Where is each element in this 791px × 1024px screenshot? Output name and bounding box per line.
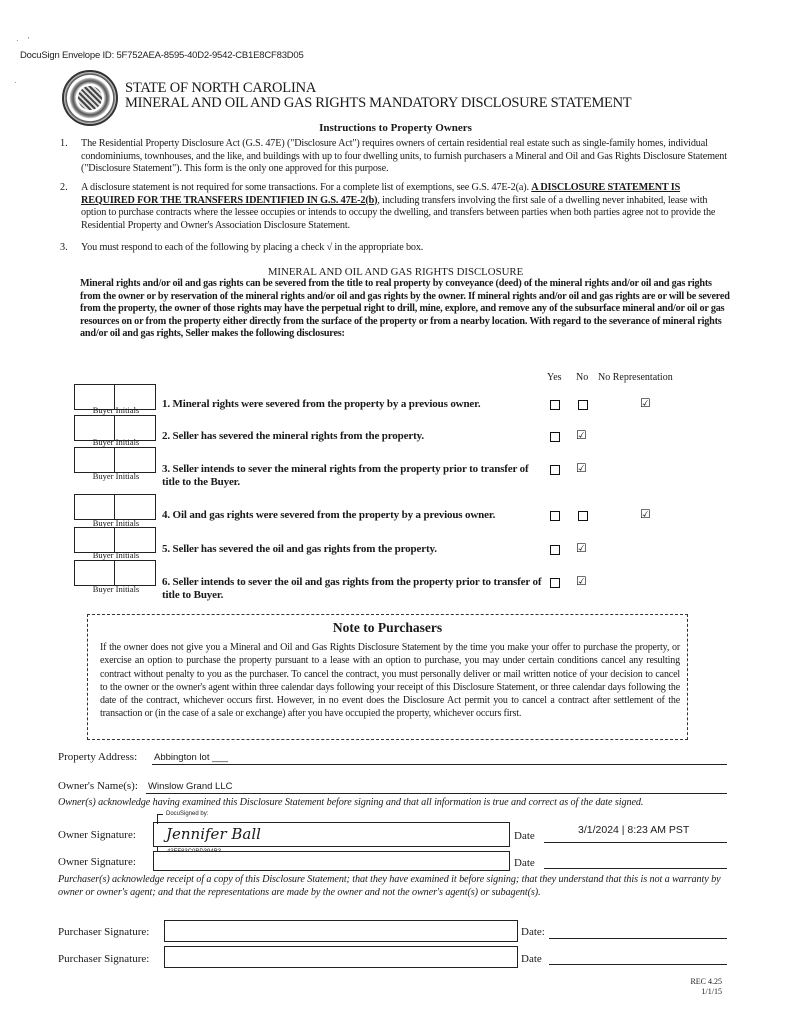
q1-yes-checkbox[interactable]: [550, 400, 560, 410]
purchaser-signature-label: Purchaser Signature:: [58, 926, 150, 938]
buyer-initials-label: Buyer Initials: [92, 437, 140, 447]
purchaser-date-label: Date:: [521, 926, 545, 938]
note-text: If the owner does not give you a Mineral and Oil and Gas Rights Disclosure Statement by the time you make your offer to purchase the property, or exercise an option to purchase the property pursuant to a lease with an option to purchase, you may under certain conditions cancel any resulting contract without penalty to you as the purchaser. To cancel the contract, you must personally deliver or mail written notice of your decision to cancel to the owner or the owner's agent within three calendar days following your receipt of this Disclosure Statement, or three calendar days following the date of the contract, whichever occurs first. However, in no event does the Disclosure Act permit you to cancel a contract after settlement of the transaction or (in the case of a sale or exchange) after you have occupied the property, whichever occurs first.: [100, 642, 680, 720]
q5-yes-checkbox[interactable]: [550, 545, 560, 555]
owner-names-label: Owner's Name(s):: [58, 780, 138, 792]
disclosure-intro: Mineral rights and/or oil and gas rights can be severed from the title to real property by conveyance (deed) of the mineral rights and/or oil and gas rights from the owner or by reservation of the mineral rights and/or oil and gas rights by the owner. If mineral rights and/or oil and gas rights are or will be severed from the property, the owner of those rights may have the perpetual right to drill, mine, explore, and remove any of the subsurface mineral and/or oil or gas resources on or from the property either directly from the surface of the property or from a nearby location. With regard to the severance of mineral rights and/or oil and gas rights, Seller makes the following disclosures:: [80, 278, 730, 340]
docusign-bracket-top: [157, 814, 163, 824]
owner-date-label-2: Date: [514, 857, 535, 869]
form-code: REC 4.25: [690, 977, 722, 986]
note-title: Note to Purchasers: [332, 620, 443, 635]
form-date: 1/1/15: [701, 987, 722, 996]
question-2: 2. Seller has severed the mineral rights from the property.: [162, 430, 424, 442]
owner-signature-handwritten: Jennifer Ball: [166, 825, 261, 843]
col-no-representation: No Representation: [598, 372, 673, 383]
question-6: 6. Seller intends to sever the oil and gas rights from the property prior to transfer of title to Buyer.: [162, 576, 542, 601]
q3-no-checkbox-checked[interactable]: ☑: [576, 461, 587, 475]
nc-state-seal-icon: [62, 70, 118, 126]
purchaser-date-line-2[interactable]: [549, 964, 727, 965]
owner-names-value[interactable]: Winslow Grand LLC: [148, 781, 233, 792]
owner-date-line: [544, 842, 727, 843]
instruction-number: 1.: [60, 138, 68, 149]
owner-signature-label: Owner Signature:: [58, 856, 136, 868]
owner-names-line: [146, 793, 727, 794]
header-title: MINERAL AND OIL AND GAS RIGHTS MANDATORY DISCLOSURE STATEMENT: [125, 95, 632, 111]
property-address-line: [152, 764, 727, 765]
q4-yes-checkbox[interactable]: [550, 511, 560, 521]
q1-no-rep-checkbox-checked[interactable]: ☑: [640, 396, 651, 410]
property-address-value[interactable]: Abbington lot ___: [154, 752, 228, 763]
buyer-initials-box[interactable]: [74, 560, 156, 586]
buyer-initials-label: Buyer Initials: [92, 584, 140, 594]
owner-acknowledgement: Owner(s) acknowledge having examined this Disclosure Statement before signing and that all information is true and correct as of the date signed.: [58, 797, 644, 808]
instruction-2-text-cont: , including transfers involving the first sale of a dwelling never inhabited, lease with option to purchase contracts where the lessee occupies or intends to occupy the dwelling, and transfers between parties when both parties agree not to provide the Residential Property and Owner's Association Disclosure Statement.: [81, 194, 716, 231]
instruction-1: The Residential Property Disclosure Act (G.S. 47E) ("Disclosure Act") requires owners of certain residential real estate such as single-family homes, individual condominiums, townhouses, and the like, and buildings with up to four dwelling units, to furnish purchasers a Mineral and Oil and Gas Rights Disclosure Statement ("Disclosure Statement"). This form is the only one approved for this purpose.: [81, 138, 727, 174]
q2-no-checkbox-checked[interactable]: ☑: [576, 428, 587, 442]
owner-signature-label: Owner Signature:: [58, 829, 136, 841]
purchaser-signature-field[interactable]: [164, 920, 518, 942]
property-address-label: Property Address:: [58, 751, 138, 763]
question-3: 3. Seller intends to sever the mineral rights from the property prior to transfer of title to the Buyer.: [162, 463, 529, 488]
instruction-3: You must respond to each of the following by placing a check √ in the appropriate box.: [81, 242, 424, 253]
instruction-2-emphasis: A DISCLOSURE STATEMENT IS REQUIRED FOR THE TRANSFERS IDENTIFIED IN G.S. 47E-2(b): [81, 182, 681, 206]
q4-no-checkbox[interactable]: [578, 511, 588, 521]
purchaser-date-line[interactable]: [549, 938, 727, 939]
buyer-initials-label: Buyer Initials: [92, 518, 140, 528]
owner-date-value[interactable]: 3/1/2024 | 8:23 AM PST: [578, 824, 690, 836]
owner-date-line-2[interactable]: [544, 868, 727, 869]
purchaser-date-label-2: Date: [521, 953, 542, 965]
instruction-number: 3.: [60, 242, 68, 253]
q5-no-checkbox-checked[interactable]: ☑: [576, 541, 587, 555]
header-state: STATE OF NORTH CAROLINA: [125, 80, 317, 96]
question-4: 4. Oil and gas rights were severed from the property by a previous owner.: [162, 509, 496, 521]
owner-signature-field-2[interactable]: [153, 851, 510, 871]
q6-no-checkbox-checked[interactable]: ☑: [576, 574, 587, 588]
purchaser-signature-field-2[interactable]: [164, 946, 518, 968]
question-5: 5. Seller has severed the oil and gas rights from the property.: [162, 543, 437, 555]
q1-no-checkbox[interactable]: [578, 400, 588, 410]
q2-yes-checkbox[interactable]: [550, 432, 560, 442]
buyer-initials-box[interactable]: [74, 494, 156, 520]
disclosure-title: MINERAL AND OIL AND GAS RIGHTS DISCLOSURE: [267, 266, 524, 278]
buyer-initials-label: Buyer Initials: [92, 471, 140, 481]
purchaser-acknowledgement: Purchaser(s) acknowledge receipt of a copy of this Disclosure Statement; that they have examined it before signing; that they understand that this is not a warranty by owner or owner's agent; and that the representations are made by the owner and not the owner's agent(s) or subagent(s).: [58, 874, 721, 898]
instruction-2-text: A disclosure statement is not required for some transactions. For a complete list of exemptions, see G.S. 47E-2(a).: [81, 182, 532, 193]
scan-mark: · ’: [16, 36, 30, 45]
instruction-2: [81, 182, 731, 232]
docusigned-by-label: DocuSigned by:: [166, 811, 209, 817]
col-yes: Yes: [547, 372, 562, 383]
q6-yes-checkbox[interactable]: [550, 578, 560, 588]
question-1: 1. Mineral rights were severed from the property by a previous owner.: [162, 398, 481, 410]
buyer-initials-label: Buyer Initials: [92, 405, 140, 415]
q3-yes-checkbox[interactable]: [550, 465, 560, 475]
scan-mark: ·: [14, 78, 17, 87]
purchaser-signature-label: Purchaser Signature:: [58, 953, 150, 965]
buyer-initials-box[interactable]: [74, 447, 156, 473]
q4-no-rep-checkbox-checked[interactable]: ☑: [640, 507, 651, 521]
col-no: No: [576, 372, 589, 383]
owner-date-label: Date: [514, 830, 535, 842]
buyer-initials-label: Buyer Initials: [92, 550, 140, 560]
instructions-title: Instructions to Property Owners: [319, 122, 472, 134]
docusign-envelope-id: DocuSign Envelope ID: 5F752AEA-8595-40D2-9542-CB1E8CF83D05: [20, 50, 304, 61]
instruction-number: 2.: [60, 182, 68, 193]
